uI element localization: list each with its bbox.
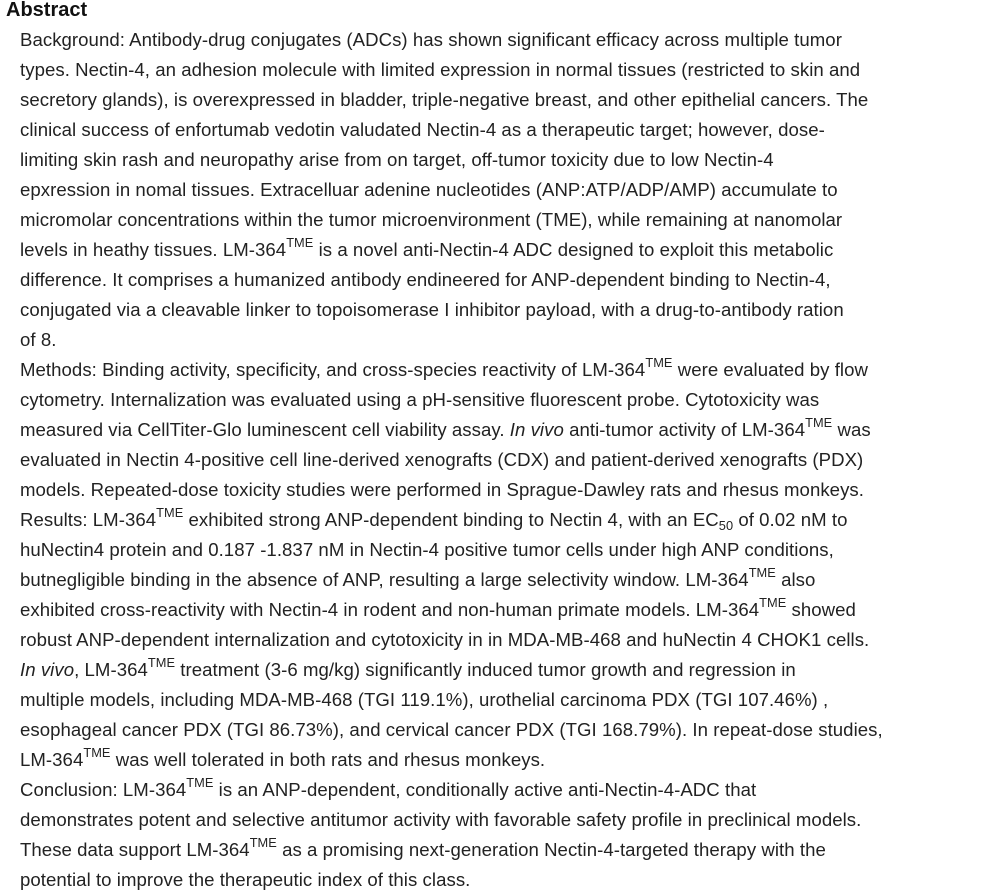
- abstract-line: [20, 805, 990, 835]
- abstract-line: [20, 85, 990, 115]
- text-segment: also: [775, 569, 816, 590]
- text-segment: secretory glands), is overexpressed in bladder, triple-negative breast, and other epithelial cancers. The: [20, 89, 869, 110]
- abstract-line: [20, 535, 990, 565]
- abstract-line: [20, 205, 990, 235]
- text-segment: cytometry. Internalization was evaluated using a pH-sensitive fluorescent probe. Cytotoxicity was: [20, 389, 820, 410]
- italic-text: In vivo: [509, 419, 564, 440]
- text-segment: Background: Antibody-drug conjugates (ADCs) has shown significant efficacy across multiple tumor: [20, 29, 842, 50]
- text-segment: was well tolerated in both rats and rhesus monkeys.: [110, 749, 546, 770]
- superscript-text: TME: [186, 774, 214, 790]
- superscript-text: TME: [805, 414, 833, 430]
- text-segment: conjugated via a cleavable linker to topoisomerase I inhibitor payload, with a drug-to-antibody ration: [20, 299, 844, 320]
- abstract-line: [20, 25, 990, 55]
- abstract-line: [20, 715, 990, 745]
- text-segment: exhibited strong ANP-dependent binding to Nectin 4, with an EC: [183, 509, 719, 530]
- abstract-body: [20, 25, 990, 894]
- abstract-line: [20, 625, 990, 655]
- text-segment: Conclusion: LM-364: [20, 779, 187, 800]
- text-segment: of 8.: [20, 329, 57, 350]
- abstract-line: [20, 55, 990, 85]
- text-segment: exhibited cross-reactivity with Nectin-4 in rodent and non-human primate models. LM-364: [20, 599, 760, 620]
- text-segment: difference. It comprises a humanized antibody endineered for ANP-dependent binding to Nectin-4,: [20, 269, 831, 290]
- superscript-text: TME: [147, 654, 176, 670]
- superscript-text: TME: [83, 744, 111, 760]
- text-segment: demonstrates potent and selective antitumor activity with favorable safety profile in preclinical models.: [20, 809, 862, 830]
- text-segment: butnegligible binding in the absence of ANP, resulting a large selectivity window. LM-364: [20, 569, 749, 590]
- text-segment: models. Repeated-dose toxicity studies were performed in Sprague-Dawley rats and rhesus monkeys.: [20, 479, 864, 500]
- text-segment: is a novel anti-Nectin-4 ADC designed to exploit this metabolic: [313, 239, 834, 260]
- abstract-line: [20, 385, 990, 415]
- abstract-line: [20, 445, 990, 475]
- superscript-text: TME: [286, 234, 314, 250]
- abstract-line: [20, 265, 990, 295]
- text-segment: These data support LM-364: [20, 839, 250, 860]
- superscript-text: TME: [759, 594, 787, 610]
- abstract-line: [20, 235, 990, 265]
- superscript-text: TME: [645, 354, 673, 370]
- text-segment: LM-364: [20, 749, 84, 770]
- text-segment: of 0.02 nM to: [733, 509, 848, 530]
- text-segment: was: [832, 419, 871, 440]
- abstract-line: [20, 595, 990, 625]
- abstract-heading: Abstract: [6, 0, 88, 21]
- abstract-line: [20, 505, 990, 535]
- text-segment: huNectin4 protein and 0.187 -1.837 nM in Nectin-4 positive tumor cells under high ANP conditions,: [20, 539, 834, 560]
- text-segment: anti-tumor activity of LM-364: [563, 419, 806, 440]
- abstract-line: [20, 325, 990, 355]
- text-segment: as a promising next-generation Nectin-4-targeted therapy with the: [276, 839, 826, 860]
- abstract-line: [20, 115, 990, 145]
- abstract-line: [20, 865, 990, 894]
- abstract-line: [20, 415, 990, 445]
- text-segment: evaluated in Nectin 4-positive cell line-derived xenografts (CDX) and patient-derived xenografts (PDX): [20, 449, 864, 470]
- text-segment: potential to improve the therapeutic index of this class.: [20, 869, 471, 890]
- text-segment: clinical success of enfortumab vedotin valudated Nectin-4 as a therapeutic target; however, dose-: [20, 119, 825, 140]
- abstract-line: [20, 775, 990, 805]
- text-segment: measured via CellTiter-Glo luminescent cell viability assay.: [20, 419, 510, 440]
- abstract-line: [20, 175, 990, 205]
- abstract-line: [20, 835, 990, 865]
- text-segment: epxression in nomal tissues. Extracelluar adenine nucleotides (ANP:ATP/ADP/AMP) accumulate to: [20, 179, 838, 200]
- text-segment: , LM-364: [74, 659, 148, 680]
- text-segment: multiple models, including MDA-MB-468 (TGI 119.1%), urothelial carcinoma PDX (TGI 107.46%) ,: [20, 689, 829, 710]
- text-segment: Results: LM-364: [20, 509, 157, 530]
- abstract-line: [20, 655, 990, 685]
- text-segment: esophageal cancer PDX (TGI 86.73%), and cervical cancer PDX (TGI 168.79%). In repeat-dose studies,: [20, 719, 883, 740]
- abstract-line: [20, 745, 990, 775]
- abstract-line: [20, 565, 990, 595]
- text-segment: limiting skin rash and neuropathy arise from on target, off-tumor toxicity due to low Nectin-4: [20, 149, 774, 170]
- italic-text: In vivo: [20, 659, 75, 680]
- superscript-text: TME: [156, 504, 184, 520]
- text-segment: showed: [786, 599, 856, 620]
- text-segment: were evaluated by flow: [672, 359, 868, 380]
- text-segment: Methods: Binding activity, specificity, and cross-species reactivity of LM-364: [20, 359, 646, 380]
- abstract-line: [20, 145, 990, 175]
- superscript-text: TME: [748, 564, 776, 580]
- abstract-line: [20, 355, 990, 385]
- abstract-line: [20, 475, 990, 505]
- abstract-line: [20, 685, 990, 715]
- text-segment: treatment (3-6 mg/kg) significantly induced tumor growth and regression in: [175, 659, 796, 680]
- text-segment: types. Nectin-4, an adhesion molecule with limited expression in normal tissues (restricted to skin and: [20, 59, 861, 80]
- text-segment: micromolar concentrations within the tumor microenvironment (TME), while remaining at nanomolar: [20, 209, 843, 230]
- text-segment: levels in heathy tissues. LM-364: [20, 239, 287, 260]
- abstract-line: [20, 295, 990, 325]
- text-segment: robust ANP-dependent internalization and cytotoxicity in in MDA-MB-468 and huNectin 4 CHOK1 cells.: [20, 629, 870, 650]
- superscript-text: TME: [249, 834, 277, 850]
- subscript-text: 50: [718, 518, 734, 534]
- text-segment: is an ANP-dependent, conditionally active anti-Nectin-4-ADC that: [213, 779, 757, 800]
